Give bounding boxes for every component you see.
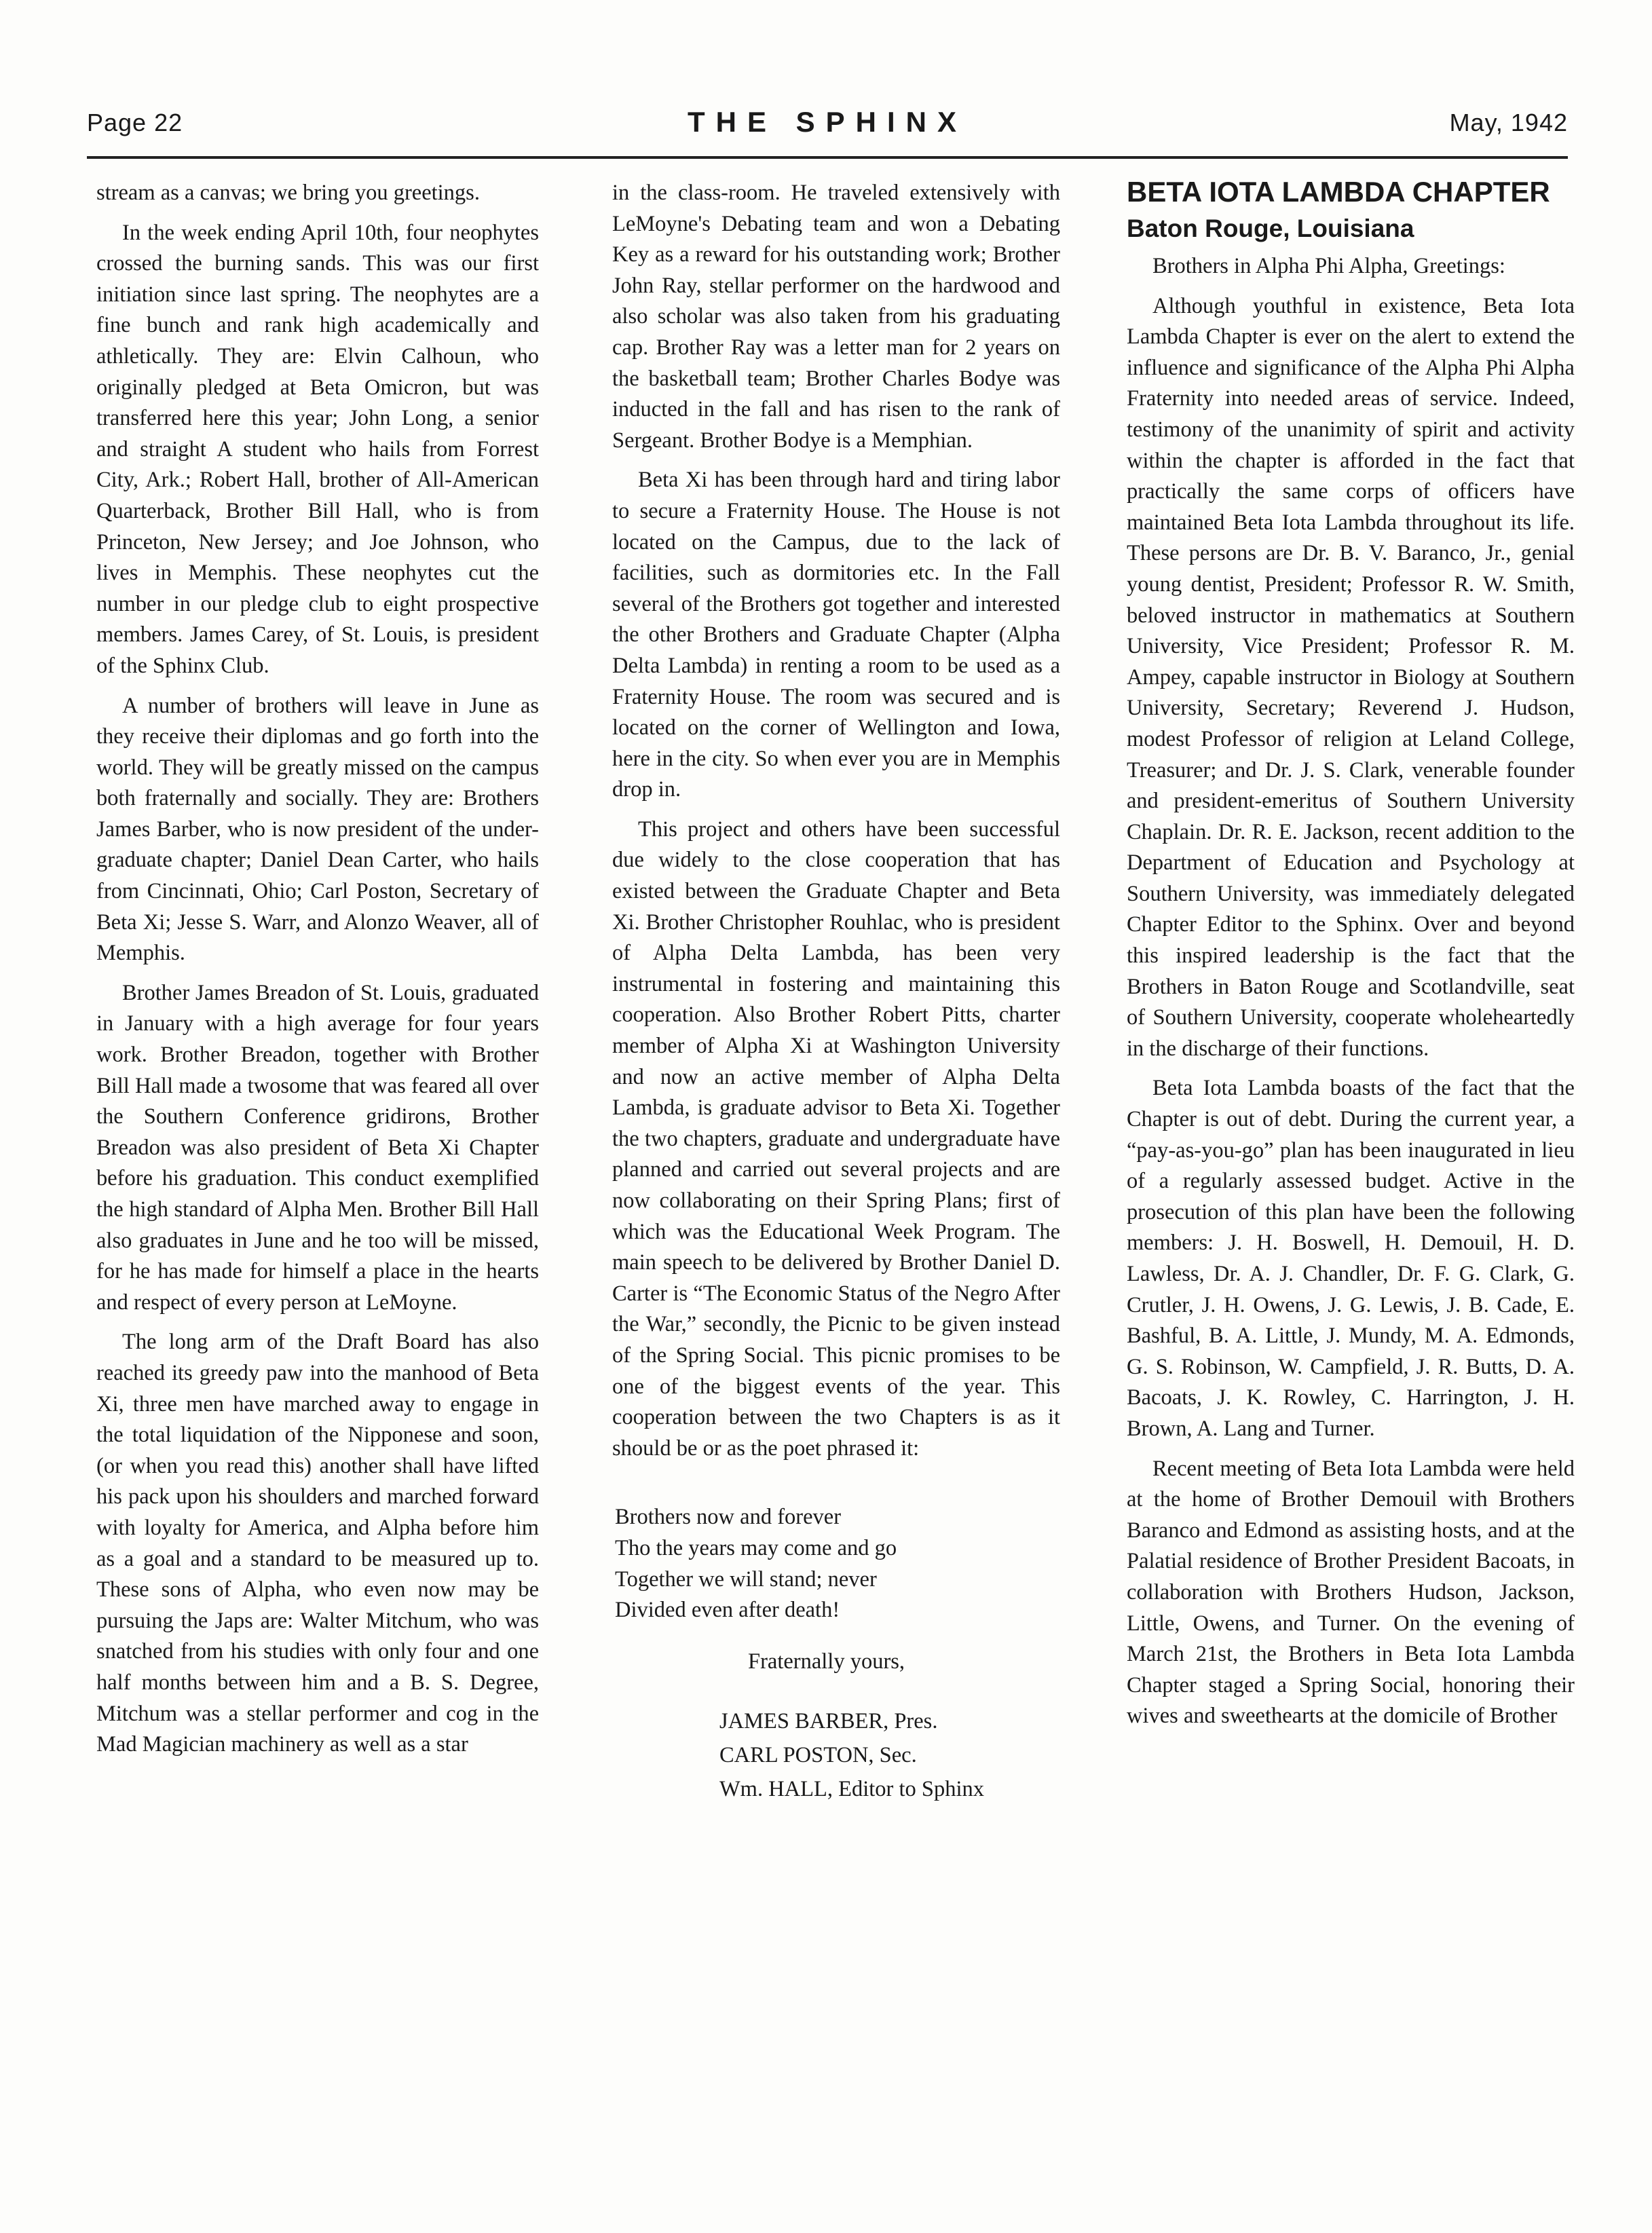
paragraph: In the week ending April 10th, four neophytes crossed the burning sands. This was our first initiation since last spring. The neophytes are a fine bunch and rank high academically and athletically. They are: Elvin Calhoun, who originally pledged at Beta Omicron, but was transferred here this year; John Long, a senior and straight A student who hails from Forrest City, Ark.; Robert Hall, brother of All-American Quarterback, Brother Bill Hall, who is from Princeton, New Jersey; and Joe Johnson, who lives in Memphis. These neophytes cut the number in our pledge club to eight prospective members. James Carey, of St. Louis, is president of the Sphinx Club. [96, 220, 539, 678]
signature-block [612, 1704, 1060, 1806]
paragraph: The long arm of the Draft Board has also reached its greedy paw into the manhood of Beta Xi, three men have marched away to engage in the total liquidation of the Nipponese and soon, (or when you read this) another shall have lifted his pack upon his shoulders and marched forward with loyalty for America, and Alpha before him as a goal and a standard to be measured up to. These sons of Alpha, who even now may be pursuing the Japs are: Walter Mitchum, who was snatched from his studies with only four and one half months between him and a B. S. Degree, Mitchum was a stellar performer and cog in the Mad Magician machinery as well as a star [96, 1330, 539, 1757]
signature-line: Wm. HALL, Editor to Sphinx [719, 1777, 984, 1802]
paragraph: Brothers in Alpha Phi Alpha, Greetings: [1152, 254, 1505, 278]
column-middle [612, 178, 1060, 1806]
page-header [87, 106, 1568, 159]
page-number: Page 22 [87, 109, 183, 136]
paragraph: in the class-room. He traveled extensively with LeMoyne's Debating team and won a Debating Key as a reward for his outstanding work; Brother John Ray, stellar performer on the hardwood and also scholar was also taken from his graduating cap. Brother Ray was a letter man for 2 years on the basketball team; Brother Charles Bodye was inducted in the fall and has risen to the rank of Sergeant. Brother Bodye is a Memphian. [612, 181, 1060, 453]
poem-line: Tho the years may come and go [615, 1535, 897, 1560]
poem [612, 1502, 1060, 1626]
paragraph: A number of brothers will leave in June as they receive their diplomas and go forth into the world. They will be greatly missed on the campus both fraternally and socially. They are: Brothers James Barber, who is now president of the under-graduate chapter; Daniel Dean Carter, who hails from Cincinnati, Ohio; Carl Poston, Secretary of Beta Xi; Jesse S. Warr, and Alonzo Weaver, all of Memphis. [96, 693, 539, 966]
chapter-location: Baton Rouge, Louisiana [1127, 214, 1414, 242]
column-right [1127, 178, 1575, 1741]
issue-date: May, 1942 [1449, 109, 1568, 136]
paragraph: Brother James Breadon of St. Louis, graduated in January with a high average for four years work. Brother Breadon, together with Brother Bill Hall made a twosome that was feared all over the Southern Conference gridirons, Brother Breadon was also president of Beta Xi Chapter before his graduation. This conduct exemplified the high standard of Alpha Men. Brother Bill Hall also graduates in June and he too will be missed, for he has made for himself a place in the hearts and respect of every person at LeMoyne. [96, 980, 539, 1315]
column-left [96, 178, 539, 1769]
signoff: Fraternally yours, [748, 1649, 905, 1674]
poem-line: Divided even after death! [615, 1598, 840, 1623]
poem-line: Together we will stand; never [615, 1566, 877, 1592]
chapter-title: BETA IOTA LAMBDA CHAPTER [1127, 176, 1550, 208]
paragraph: Although youthful in existence, Beta Iota Lambda Chapter is ever on the alert to extend the influence and significance of the Alpha Phi Alpha Fraternity into needed areas of service. Indeed, testimony of the unanimity of spirit and activity within the chapter is afforded in the fact that practically the same corps of officers have maintained Beta Iota Lambda throughout its life. These persons are Dr. B. V. Baranco, Jr., genial young dentist, President; Professor R. W. Smith, beloved instructor in mathematics at Southern University, Vice President; Professor R. M. Ampey, capable instructor in Biology at Southern University, Secretary; Reverend J. Hudson, modest Professor of religion at Leland College, Treasurer; and Dr. J. S. Clark, venerable founder and president-emeritus of Southern University Chaplain. Dr. R. E. Jackson, recent addition to the Department of Education and Psychology at Southern University, was immediately delegated Chapter Editor to the Sphinx. Over and beyond this inspired leadership is the fact that the Brothers in Baton Rouge and Scotlandville, seat of Southern University, cooperate wholeheartedly in the discharge of their functions. [1127, 293, 1575, 1061]
journal-title: THE SPHINX [687, 106, 968, 138]
signature-line: CARL POSTON, Sec. [719, 1743, 917, 1768]
paragraph: Beta Iota Lambda boasts of the fact that the Chapter is out of debt. During the current year, a “pay-as-you-go” plan has been inaugurated in lieu of a regularly assessed budget. Active in the prosecution of this plan have been the following members: J. H. Boswell, H. Demouil, H. D. Lawless, Dr. A. J. Chandler, Dr. F. G. Clark, G. Crutler, J. H. Owens, J. G. Lewis, J. B. Cade, E. Bashful, B. A. Little, J. Mundy, M. A. Edmonds, G. S. Robinson, W. Campfield, J. R. Butts, D. A. Bacoats, J. K. Rowley, C. Harrington, J. H. Brown, A. Lang and Turner. [1127, 1076, 1575, 1441]
poem-line: Brothers now and forever [615, 1505, 842, 1530]
paragraph: This project and others have been successful due widely to the close cooperation that has existed between the Graduate Chapter and Beta Xi. Brother Christopher Rouhlac, who is president of Alpha Delta Lambda, has been very instrumental in fostering and maintaining this cooperation. Also Brother Robert Pitts, charter member of Alpha Xi at Washington University and now an active member of Alpha Delta Lambda, is graduate advisor to Beta Xi. Together the two chapters, graduate and undergraduate have planned and carried out several projects and are now collaborating on their Spring Plans; first of which was the Educational Week Program. The main speech to be delivered by Brother Daniel D. Carter is “The Economic Status of the Negro After the War,” secondly, the Picnic to be given instead of the Spring Social. This picnic promises to be one of the biggest events of the year. This cooperation between the two Chapters is as it should be or as the poet phrased it: [612, 817, 1060, 1461]
paragraph: Beta Xi has been through hard and tiring labor to secure a Fraternity House. The House is not located on the Campus, due to the lack of facilities, such as dormitories etc. In the Fall several of the Brothers got together and interested the other Brothers and Graduate Chapter (Alpha Delta Lambda) in renting a room to be used as a Fraternity House. The room was secured and is located on the corner of Wellington and Iowa, here in the city. So when ever you are in Memphis drop in. [612, 468, 1060, 802]
signature-line: JAMES BARBER, Pres. [719, 1709, 938, 1734]
paragraph: stream as a canvas; we bring you greetings. [96, 181, 480, 205]
paragraph: Recent meeting of Beta Iota Lambda were held at the home of Brother Demouil with Brothers Baranco and Edmond as assisting hosts, and at the Palatial residence of Brother President Bacoats, in collaboration with Brothers Hudson, Jackson, Little, Owens, and Turner. On the evening of March 21st, the Brothers in Beta Iota Lambda Chapter staged a Spring Social, honoring their wives and sweethearts at the domicile of Brother [1127, 1456, 1575, 1729]
